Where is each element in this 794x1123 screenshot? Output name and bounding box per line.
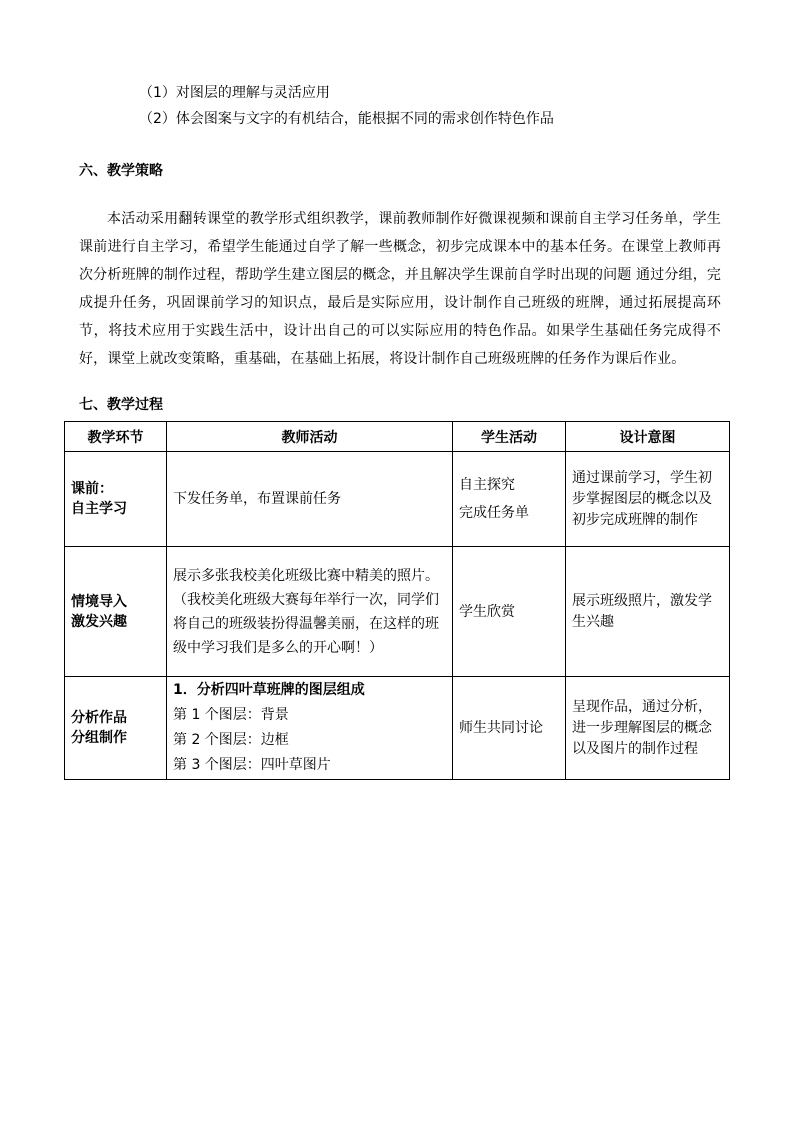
table-header-row (65, 422, 730, 452)
stage-cell: 情境导入 激发兴趣 (65, 547, 167, 677)
teacher-activity-title: 1．分析四叶草班牌的图层组成 (173, 682, 365, 698)
section-6-paragraph: 本活动采用翻转课堂的教学形式组织教学，课前教师制作好微课视频和课前自主学习任务单，学生课前进行自主学习，希望学生能通过自学了解一些概念，初步完成课本中的基本任务。在课堂上教师再次分析班牌的制作过程，帮助学生建立图层的概念，并且解决学生课前自学时出现的问题 通过分组，完成提升任务，巩固课前学习的知识点，最后是实际应用，设计制作自己班级的班牌，通过拓展提高环节，将技术应用于实践生活中，设计出自己的可以实际应用的特色作品。如果学生基础任务完成得不好，课堂上就改变策略，重基础，在基础上拓展，将设计制作自己班级班牌的任务作为课后作业。 (79, 211, 721, 367)
table-row (65, 547, 730, 677)
teaching-process-table (64, 421, 730, 780)
design-intent-cell: 通过课前学习，学生初步掌握图层的概念以及初步完成班牌的制作 (566, 452, 730, 547)
objective-2: （2）体会图案与文字的有机结合，能根据不同的需求创作特色作品 (139, 111, 554, 127)
column-header: 设计意图 (566, 422, 730, 452)
teacher-activity-cell: 展示多张我校美化班级比赛中精美的照片。（我校美化班级大赛每年举行一次，同学们将自己的班级装扮得温馨美丽，在这样的班级中学习我们是多么的开心啊！） (167, 547, 453, 677)
section-7-heading: 七、教学过程 (79, 397, 163, 413)
student-activity-cell: 自主探究 完成任务单 (453, 452, 566, 547)
column-header: 教学环节 (65, 422, 167, 452)
column-header: 学生活动 (453, 422, 566, 452)
objective-1: （1）对图层的理解与灵活应用 (139, 85, 330, 101)
table-row (65, 452, 730, 547)
table-row (65, 677, 730, 780)
teacher-activity-cell: 下发任务单，布置课前任务 (167, 452, 453, 547)
student-activity-cell: 学生欣赏 (453, 547, 566, 677)
design-intent-cell: 呈现作品，通过分析，进一步理解图层的概念以及图片的制作过程 (566, 677, 730, 780)
stage-cell: 分析作品 分组制作 (65, 677, 167, 780)
teacher-activity-cell: 1．分析四叶草班牌的图层组成 第 1 个图层：背景 第 2 个图层：边框 第 3 个图层：四叶草图片 (167, 677, 453, 780)
student-activity-cell: 师生共同讨论 (453, 677, 566, 780)
design-intent-cell: 展示班级照片，激发学生兴趣 (566, 547, 730, 677)
stage-cell: 课前： 自主学习 (65, 452, 167, 547)
column-header: 教师活动 (167, 422, 453, 452)
section-6-heading: 六、教学策略 (79, 163, 163, 179)
